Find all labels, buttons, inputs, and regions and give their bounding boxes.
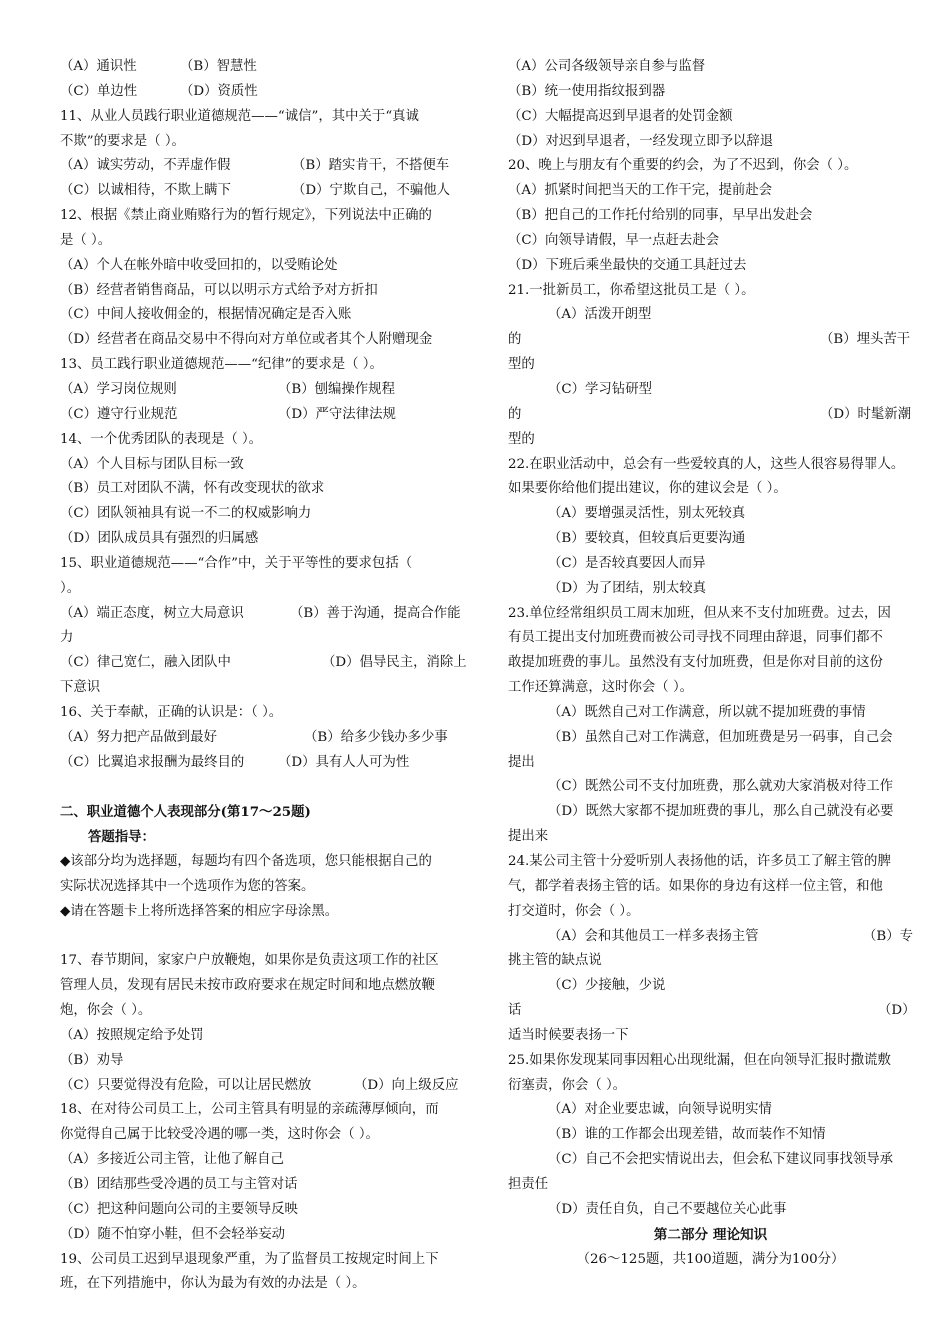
question-stem: 24.某公司主管十分爱听别人表扬他的话，许多员工了解主管的脾 — [508, 854, 891, 869]
option: （D） — [878, 1003, 916, 1019]
option-continuation: 型的 — [508, 357, 535, 373]
option: （A）对企业要忠诚，向领导说明实情 — [548, 1102, 772, 1118]
question-stem: ）。 — [60, 580, 81, 596]
question-stem: 如果要你给他们提出建议，你的建议会是（ ）。 — [508, 481, 787, 497]
option: （D）资质性 — [180, 83, 258, 99]
option: （C）是否较真要因人而异 — [548, 555, 706, 571]
option: （D）随不怕穿小鞋，但不会轻举妄动 — [60, 1226, 285, 1242]
question-stem: 敢提加班费的事儿。虽然没有支付加班费，但是你对目前的这份 — [508, 655, 883, 671]
question-stem: 11、从业人员践行职业道德规范——“诚信”，其中关于“真诚 — [60, 108, 419, 124]
q10-options-row2 — [60, 80, 472, 105]
option: （B）统一使用指纹报到器 — [508, 83, 666, 99]
question-stem: 14、一个优秀团队的表现是（ ）。 — [60, 431, 263, 447]
option: （C）向领导请假，早一点赶去赴会 — [508, 232, 720, 248]
question-stem: 衍塞责，你会（ ）。 — [508, 1077, 627, 1093]
option: （A）公司各级领导亲自参与监督 — [508, 59, 706, 74]
question-stem: 17、春节期间，家家户户放鞭炮，如果你是负责这项工作的社区 — [60, 953, 439, 969]
instruction: ◆该部分均为选择题，每题均有四个备选项，您只能根据自己的 — [60, 854, 432, 869]
option: （B）专 — [863, 928, 914, 944]
option-continuation: 的 — [508, 332, 522, 348]
option: （A）抓紧时间把当天的工作干完，提前赴会 — [508, 183, 773, 199]
left-column — [60, 55, 472, 1297]
option: （C）既然公司不支付加班费，那么就劝大家消极对待工作 — [548, 779, 894, 795]
option: （A）学习岗位规则 — [60, 381, 177, 397]
option: （A）要增强灵活性，别太死较真 — [548, 506, 746, 522]
option: （C）只要觉得没有危险，可以让居民燃放 — [60, 1077, 312, 1093]
option: （C）学习钻研型 — [548, 381, 652, 397]
option-continuation: 的 — [508, 406, 522, 422]
option: （B）把自己的工作托付给别的同事，早早出发赴会 — [508, 208, 813, 224]
option-row — [508, 925, 913, 950]
option: （A）通识性 — [60, 59, 137, 74]
option: （A）活泼开朗型 — [548, 307, 652, 323]
option: （D）具有人人可为性 — [278, 754, 410, 770]
question-stem: 23.单位经常组织员工周末加班，但从来不支付加班费。过去，因 — [508, 605, 891, 621]
right-column — [508, 55, 916, 1272]
option: （A）个人目标与团队目标一致 — [60, 456, 244, 472]
option: （B）员工对团队不满，怀有改变现状的欲求 — [60, 481, 325, 497]
option: （D）经营者在商品交易中不得向对方单位或者其个人附赠现金 — [60, 332, 433, 348]
option: （C）遵守行业规范 — [60, 406, 178, 422]
question-stem: 打交道时，你会（ ）。 — [508, 903, 640, 919]
option-row — [60, 378, 472, 403]
option: （A）既然自己对工作满意，所以就不提加班费的事情 — [548, 704, 866, 720]
option: （B）团结那些受冷遇的员工与主管对话 — [60, 1176, 298, 1192]
section-title: 二、职业道德个人表现部分(第17～25题) — [60, 804, 311, 821]
option: （B）经营者销售商品，可以以明示方式给予对方折扣 — [60, 282, 378, 298]
question-stem: 工作还算满意，这时你会（ ）。 — [508, 680, 694, 696]
question-stem: 16、关于奉献，正确的认识是：（ ）。 — [60, 704, 283, 720]
option-continuation: 下意识 — [60, 680, 101, 696]
option: （B）劝导 — [60, 1052, 124, 1068]
option: （B）智慧性 — [180, 59, 257, 74]
option-row — [60, 651, 472, 676]
option: （D）下班后乘坐最快的交通工具赶过去 — [508, 257, 747, 273]
question-stem: 18、在对待公司员工上，公司主管具有明显的亲疏薄厚倾向，而 — [60, 1102, 439, 1118]
option-row — [508, 403, 913, 428]
option: （A）努力把产品做到最好 — [60, 729, 217, 745]
option: （D）为了团结，别太较真 — [548, 580, 707, 596]
option: （D）团队成员具有强烈的归属感 — [60, 531, 259, 547]
option: （C）以诚相待，不欺上瞒下 — [60, 183, 231, 199]
option: （D）严守法律法规 — [278, 406, 396, 422]
option-continuation: 提出来 — [508, 829, 549, 845]
option: （A）按照规定给予处罚 — [60, 1027, 204, 1043]
option-continuation: 话 — [508, 1003, 522, 1019]
question-stem: 你觉得自己属于比较受冷遇的哪一类，这时你会（ ）。 — [60, 1127, 379, 1143]
question-stem: 不欺”的要求是（ ）。 — [60, 133, 185, 149]
option-continuation: 型的 — [508, 431, 535, 447]
option: （C）大幅提高迟到早退者的处罚金额 — [508, 108, 733, 124]
option: （D）向上级反应 — [354, 1077, 459, 1093]
question-stem: 管理人员，发现有居民未按市政府要求在规定时间和地点燃放鞭 — [60, 978, 435, 994]
option-continuation: 提出 — [508, 754, 535, 770]
option-continuation: 担责任 — [508, 1176, 549, 1192]
question-stem: 12、根据《禁止商业贿赂行为的暂行规定》，下列说法中正确的 — [60, 208, 432, 224]
option-row — [60, 602, 472, 627]
part-subtitle: （26～125题，共100道题，满分为100分） — [576, 1251, 845, 1267]
option: （A）诚实劳动，不弄虚作假 — [60, 158, 231, 174]
question-stem: 是（ ）。 — [60, 232, 112, 248]
question-stem: 班，在下列措施中，你认为最为有效的办法是（ ）。 — [60, 1276, 366, 1292]
option: （B）埋头苦干 — [820, 332, 911, 348]
question-stem: 15、职业道德规范——“合作”中，关于平等性的要求包括（ — [60, 555, 413, 571]
option: （A）多接近公司主管，让他了解自己 — [60, 1152, 284, 1168]
option: （C）单边性 — [60, 83, 138, 99]
option: （A）会和其他员工一样多表扬主管 — [548, 928, 759, 944]
option: （B）善于沟通，提高合作能 — [290, 605, 461, 621]
option: （D）既然大家都不提加班费的事儿，那么自己就没有必要 — [548, 804, 894, 820]
question-stem: 22.在职业活动中，总会有一些爱较真的人，这些人很容易得罪人。 — [508, 456, 905, 472]
option: （A）端正态度，树立大局意识 — [60, 605, 244, 621]
option-row — [60, 1074, 472, 1099]
question-stem: 19、公司员工迟到早退现象严重，为了监督员工按规定时间上下 — [60, 1251, 439, 1267]
q10-options-row1 — [60, 55, 472, 80]
question-stem: 气，都学着表扬主管的话。如果你的身边有这样一位主管，和他 — [508, 878, 883, 894]
option-continuation: 力 — [60, 630, 74, 646]
option: （C）少接触，少说 — [548, 978, 666, 994]
question-stem: 20、晚上与朋友有个重要的约会，为了不迟到，你会（ ）。 — [508, 158, 858, 174]
option: （D）时髦新潮 — [820, 406, 912, 422]
question-stem: 25.如果你发现某同事因粗心出现纰漏，但在向领导汇报时撒谎敷 — [508, 1052, 891, 1068]
option: （C）比翼追求报酬为最终目的 — [60, 754, 245, 770]
option-row — [60, 179, 472, 204]
question-stem: 21.一批新员工，你希望这批员工是（ ）。 — [508, 282, 755, 298]
option-row — [60, 726, 472, 751]
option: （A）个人在帐外暗中收受回扣的，以受贿论处 — [60, 257, 338, 273]
option-row — [508, 328, 913, 353]
option: （C）团队领袖具有说一不二的权威影响力 — [60, 506, 312, 522]
option: （D）责任自负，自己不要越位关心此事 — [548, 1201, 787, 1217]
answer-guide-heading: 答题指导： — [88, 829, 155, 846]
instruction: 实际状况选择其中一个选项作为您的答案。 — [60, 878, 315, 894]
option-row — [60, 154, 472, 179]
option: （D）对迟到早退者，一经发现立即予以辞退 — [508, 133, 774, 149]
option: （B）刨编操作规程 — [278, 381, 395, 397]
option-continuation: 适当时候要表扬一下 — [508, 1027, 629, 1043]
option-continuation: 挑主管的缺点说 — [508, 953, 602, 969]
option: （D）倡导民主，消除上 — [322, 655, 467, 671]
option-row — [60, 751, 472, 776]
option-row — [60, 403, 472, 428]
question-stem: 炮，你会（ ）。 — [60, 1003, 152, 1019]
option: （B）虽然自己对工作满意，但加班费是另一码事，自己会 — [548, 729, 893, 745]
option: （C）把这种问题向公司的主要领导反映 — [60, 1201, 298, 1217]
option-row — [508, 999, 916, 1024]
option: （C）中间人接收佣金的，根据情况确定是否入账 — [60, 307, 352, 323]
option: （B）给多少钱办多少事 — [304, 729, 448, 745]
question-stem: 有员工提出支付加班费而被公司寻找不同理由辞退，同事们都不 — [508, 630, 883, 646]
option: （B）踏实肯干，不搭便车 — [292, 158, 450, 174]
option: （B）要较真，但较真后更要沟通 — [548, 531, 746, 547]
option: （D）宁欺自己，不骗他人 — [292, 183, 451, 199]
question-stem: 13、员工践行职业道德规范——“纪律”的要求是（ ）。 — [60, 357, 383, 373]
instruction: ◆请在答题卡上将所选择答案的相应字母涂黑。 — [60, 903, 339, 919]
option: （B）谁的工作都会出现差错，故而装作不知情 — [548, 1127, 826, 1143]
part-title: 第二部分 理论知识 — [653, 1226, 768, 1243]
option: （C）律己宽仁，融入团队中 — [60, 655, 231, 671]
option: （C）自己不会把实情说出去，但会私下建议同事找领导承 — [548, 1152, 894, 1168]
